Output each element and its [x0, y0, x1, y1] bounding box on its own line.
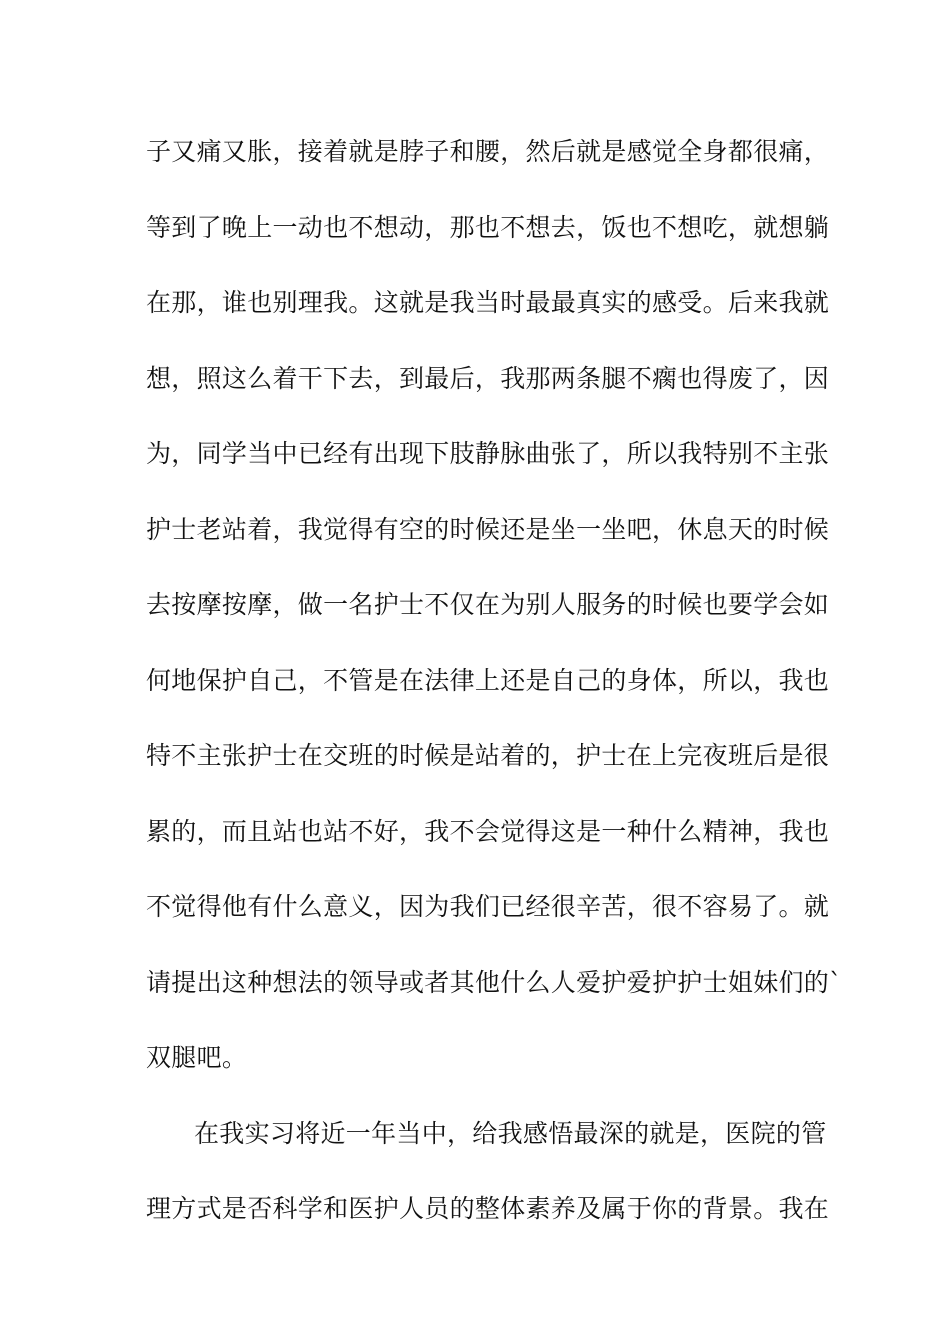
text-line: 请提出这种想法的领导或者其他什么人爱护爱护护士姐妹们的` — [146, 967, 842, 997]
text-line: 理方式是否科学和医护人员的整体素养及属于你的背景。我在 — [146, 1194, 830, 1223]
text-line: 去按摩按摩，做一名护士不仅在为别人服务的时候也要学会如 — [146, 590, 830, 619]
text-line: 护士老站着，我觉得有空的时候还是坐一坐吧，休息天的时候 — [146, 514, 830, 544]
text-line: 何地保护自己，不管是在法律上还是自己的身体，所以，我也 — [146, 665, 830, 695]
text-line: 累的，而且站也站不好，我不会觉得这是一种什么精神，我也 — [146, 816, 830, 846]
body-text — [146, 128, 842, 1261]
text-line: 为，同学当中已经有出现下肢静脉曲张了，所以我特别不主张 — [146, 439, 830, 468]
paragraph-start-line: 在我实习将近一年当中，给我感悟最深的就是，医院的管 — [194, 1118, 827, 1148]
text-line: 特不主张护士在交班的时候是站着的，护士在上完夜班后是很 — [146, 741, 830, 770]
text-line: 想，照这么着干下去，到最后，我那两条腿不瘸也得废了，因 — [146, 363, 830, 393]
text-line: 等到了晚上一动也不想动，那也不想去，饭也不想吃，就想躺 — [146, 212, 830, 242]
text-line: 子又痛又胀，接着就是脖子和腰，然后就是感觉全身都很痛， — [146, 137, 830, 166]
text-line: 在那，谁也别理我。这就是我当时最最真实的感受。后来我就 — [146, 288, 830, 317]
text-line: 双腿吧。 — [146, 1043, 248, 1072]
text-line: 不觉得他有什么意义，因为我们已经很辛苦，很不容易了。就 — [146, 892, 830, 921]
